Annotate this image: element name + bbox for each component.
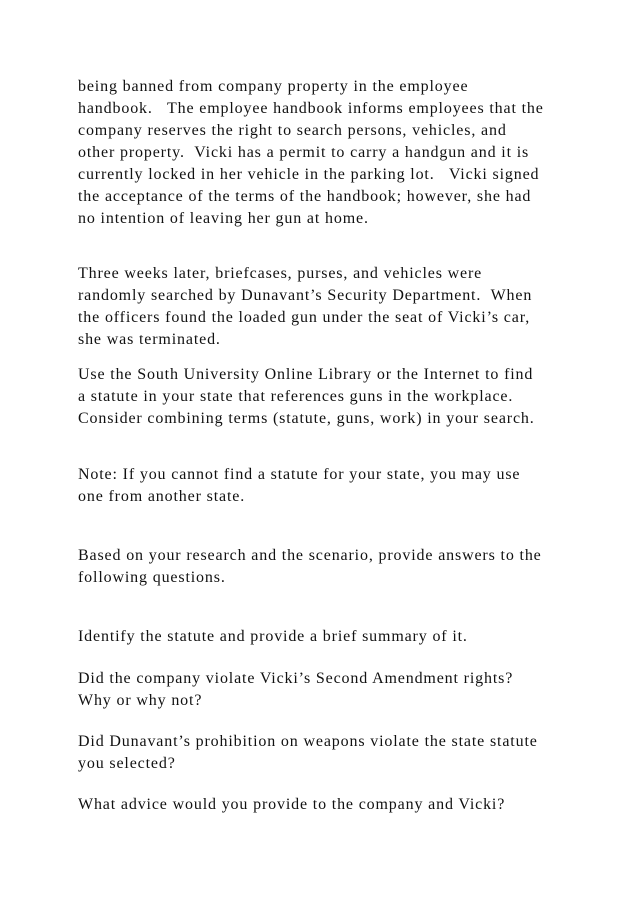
text-line: the officers found the loaded gun under the seat of Vicki’s car, [78, 309, 531, 326]
text-line: you selected? [78, 755, 176, 772]
text-line: no intention of leaving her gun at home. [78, 210, 369, 227]
text-line: handbook. The employee handbook informs employees that the [78, 100, 544, 117]
text-line: Use the South University Online Library or the Internet to find [78, 366, 534, 383]
text-line: being banned from company property in the employee [78, 78, 469, 95]
text-line: Did Dunavant’s prohibition on weapons violate the state statute [78, 733, 538, 750]
text-line: randomly searched by Dunavant’s Security Department. When [78, 287, 533, 304]
text-line: other property. Vicki has a permit to carry a handgun and it is [78, 144, 530, 161]
text-line: Why or why not? [78, 692, 203, 709]
text-line: following questions. [78, 569, 226, 586]
text-line: company reserves the right to search persons, vehicles, and [78, 122, 507, 139]
text-line: Identify the statute and provide a brief summary of it. [78, 628, 468, 645]
text-line: Based on your research and the scenario, provide answers to the [78, 547, 542, 564]
text-line: currently locked in her vehicle in the parking lot. Vicki signed [78, 166, 540, 183]
text-line: a statute in your state that references guns in the workplace. [78, 388, 514, 405]
text-line: the acceptance of the terms of the handbook; however, she had [78, 188, 532, 205]
text-line: Note: If you cannot find a statute for your state, you may use [78, 466, 521, 483]
text-line: she was terminated. [78, 331, 221, 348]
text-line: What advice would you provide to the company and Vicki? [78, 796, 506, 813]
text-line: Three weeks later, briefcases, purses, and vehicles were [78, 265, 483, 282]
text-line: Did the company violate Vicki’s Second Amendment rights? [78, 670, 514, 687]
text-line: one from another state. [78, 488, 246, 505]
text-line: Consider combining terms (statute, guns, work) in your search. [78, 410, 535, 427]
